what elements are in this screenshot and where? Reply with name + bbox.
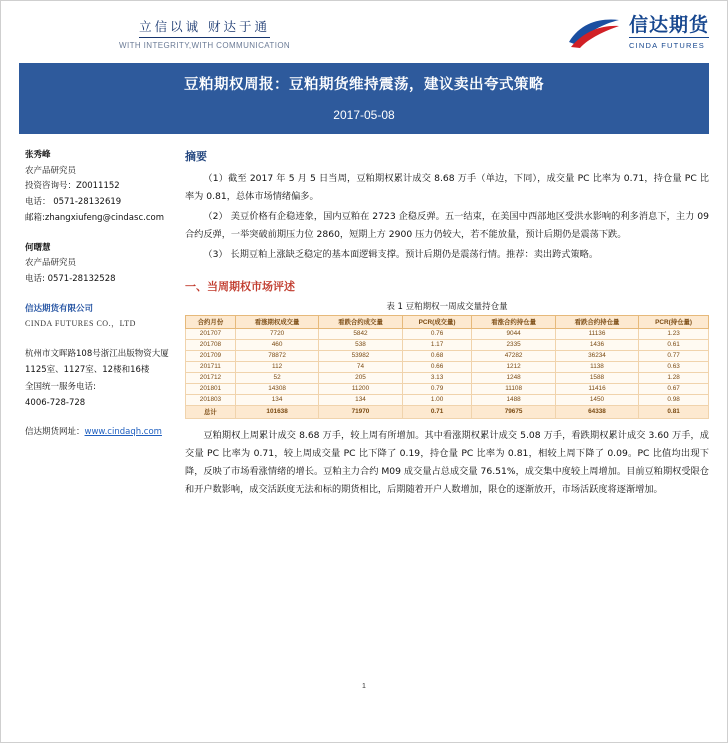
col-header-call-volume: 看涨期权成交量: [235, 315, 318, 328]
cell: 0.71: [402, 405, 472, 418]
brand-logo: [567, 16, 709, 50]
body: [1, 134, 727, 500]
cell: 112: [235, 361, 318, 372]
section1-paragraph-1: 豆粕期权上周累计成交 8.68 万手，较上周有所增加。其中看涨期权累计成交 5.08 万手，看跌期权累计成交 3.60 万手，成交量 PC 比率为 0.71，较上周成交量 PC 比下降了 0.19，持仓量 PC 比率为 0.81，相较上周下降了 0.09。PC 比值均出现下降，反映了市场看涨情绪的增长。豆粕主力合约 M09 成交量占总成交量 76.51%，成交集中度较上周增加。目前豆粕期权受限仓和开户数影响，成交活跃度无法和标的期货相比，后期随着开户人数增加，限仓的逐渐放开，市场活跃度将逐渐增加。: [185, 429, 709, 495]
brand-divider: [629, 37, 709, 38]
cell: 201709: [186, 350, 236, 361]
cell: 总计: [186, 405, 236, 418]
table-row: [186, 361, 709, 372]
section1-heading: 一、当周期权市场评述: [185, 279, 295, 293]
cell: 201707: [186, 328, 236, 339]
slogan-en: WITH INTEGRITY,WITH COMMUNICATION: [119, 40, 291, 50]
col-header-contract: 合约月份: [186, 315, 236, 328]
analyst1-title: 农产品研究员: [25, 165, 77, 176]
cell: 5842: [319, 328, 402, 339]
options-volume-table: [185, 315, 709, 419]
cell: 64338: [555, 405, 638, 418]
cell: 205: [319, 372, 402, 383]
col-header-put-oi: 看跌合约持仓量: [555, 315, 638, 328]
cell: 78872: [235, 350, 318, 361]
cinda-logo-icon: [567, 16, 621, 50]
cell: 1.00: [402, 394, 472, 405]
cell: 11108: [472, 383, 555, 394]
brand-text: [629, 16, 709, 50]
cell: 47282: [472, 350, 555, 361]
sidebar: [19, 148, 169, 500]
table-row: [186, 339, 709, 350]
analyst2-name: 何曙慧: [25, 242, 51, 253]
cell: 1212: [472, 361, 555, 372]
analyst-block-1: [25, 148, 169, 227]
analyst1-email[interactable]: 邮箱:zhangxiufeng@cindasc.com: [25, 212, 164, 223]
cell: 201712: [186, 372, 236, 383]
masthead: [1, 1, 727, 59]
cell: 2335: [472, 339, 555, 350]
brand-name-cn: 信达期货: [628, 14, 709, 36]
cell: 9044: [472, 328, 555, 339]
cell: 53982: [319, 350, 402, 361]
page-number: 1: [362, 683, 366, 690]
company-block: [25, 302, 169, 333]
analyst2-title: 农产品研究员: [25, 258, 77, 269]
table-header-row: [186, 315, 709, 328]
cell: 1.17: [402, 339, 472, 350]
table-row: [186, 328, 709, 339]
cell: 1588: [555, 372, 638, 383]
cell: 74: [319, 361, 402, 372]
address-line-1: 杭州市文晖路108号浙江出版物资大厦: [25, 349, 169, 360]
cell: 0.61: [639, 339, 709, 350]
table-row: [186, 372, 709, 383]
cell: 3.13: [402, 372, 472, 383]
col-header-call-oi: 看涨合约持仓量: [472, 315, 555, 328]
cell: 134: [235, 394, 318, 405]
cell: 1.23: [639, 328, 709, 339]
cell: 0.79: [402, 383, 472, 394]
cell: 0.76: [402, 328, 472, 339]
analyst1-name: 张秀峰: [25, 150, 51, 160]
col-header-put-volume: 看跌合约成交量: [319, 315, 402, 328]
address-block: [25, 346, 169, 411]
analyst1-phone: 电话： 0571-28132619: [25, 197, 122, 208]
table-row: [186, 350, 709, 361]
report-title-band: [19, 63, 709, 134]
cell: 1138: [555, 361, 638, 372]
company-name-cn: 信达期货有限公司: [25, 303, 94, 314]
table-row-total: [186, 405, 709, 418]
cell: 0.67: [639, 383, 709, 394]
cell: 11416: [555, 383, 638, 394]
cell: 201711: [186, 361, 236, 372]
cell: 0.63: [639, 361, 709, 372]
cell: 79675: [472, 405, 555, 418]
cell: 0.98: [639, 394, 709, 405]
analyst1-consult-id: 投资咨询号：Z0011152: [25, 181, 120, 192]
address-line-4: 4006-728-728: [25, 397, 86, 408]
cell: 101638: [235, 405, 318, 418]
website-link[interactable]: www.cindaqh.com: [84, 426, 162, 437]
cell: 0.68: [402, 350, 472, 361]
summary-point-2: （2） 美豆价格有企稳迹象，国内豆粕在 2723 企稳反弹。五一结束，在美国中西部地区受洪水影响的利多消息下，主力 09 合约反弹，一举突破前期压力位 2860，短期上方 2900 压力仍较大，若不能放量，预计后期仍是震荡下跌。: [185, 210, 709, 240]
col-header-pcr-oi: PCR(持仓量): [639, 315, 709, 328]
address-line-2: 1125室、1127室、12楼和16楼: [25, 365, 150, 376]
brand-name-en: CINDA FUTURES: [628, 41, 706, 50]
cell: 0.66: [402, 361, 472, 372]
table-row: [186, 394, 709, 405]
analyst-block-2: [25, 241, 169, 288]
cell: 1488: [472, 394, 555, 405]
cell: 36234: [555, 350, 638, 361]
cell: 0.81: [639, 405, 709, 418]
cell: 14308: [235, 383, 318, 394]
cell: 0.77: [639, 350, 709, 361]
summary-point-1: （1）截至 2017 年 5 月 5 日当周，豆粕期权累计成交 8.68 万手（单边，下同），成交量 PC 比率为 0.71，持仓量 PC 比率为 0.81，总体市场情绪偏多。: [185, 173, 709, 202]
cell: 1248: [472, 372, 555, 383]
cell: 1.28: [639, 372, 709, 383]
cell: 201708: [186, 339, 236, 350]
website-label: 信达期货网址：: [25, 426, 85, 437]
cell: 11200: [319, 383, 402, 394]
col-header-pcr-volume: PCR(成交量): [402, 315, 472, 328]
report-date: 2017-05-08: [333, 108, 395, 122]
cell: 1436: [555, 339, 638, 350]
cell: 201803: [186, 394, 236, 405]
cell: 460: [235, 339, 318, 350]
cell: 1450: [555, 394, 638, 405]
slogan-cn: 立信以诚 财达于通: [139, 17, 270, 38]
cell: 134: [319, 394, 402, 405]
slogan-block: [119, 17, 290, 50]
website-block: [25, 425, 169, 441]
summary-heading: 摘要: [185, 150, 207, 163]
table-row: [186, 383, 709, 394]
company-name-en: CINDA FUTURES CO.，LTD: [25, 319, 136, 329]
main-content: [169, 148, 709, 500]
cell: 7720: [235, 328, 318, 339]
cell: 71970: [319, 405, 402, 418]
page-title: 豆粕期权周报：豆粕期货维持震荡，建议卖出夸式策略: [184, 77, 544, 93]
summary-point-3: （3） 长期豆粕上涨缺乏稳定的基本面逻辑支撑。预计后期仍是震荡行情。推荐：卖出跨式策略。: [203, 248, 599, 260]
cell: 52: [235, 372, 318, 383]
cell: 538: [319, 339, 402, 350]
analyst2-phone: 电话: 0571-28132528: [25, 274, 116, 285]
cell: 11136: [555, 328, 638, 339]
table-caption: 表 1 豆粕期权一周成交量持仓量: [386, 301, 508, 312]
cell: 201801: [186, 383, 236, 394]
address-line-3: 全国统一服务电话:: [25, 381, 96, 392]
